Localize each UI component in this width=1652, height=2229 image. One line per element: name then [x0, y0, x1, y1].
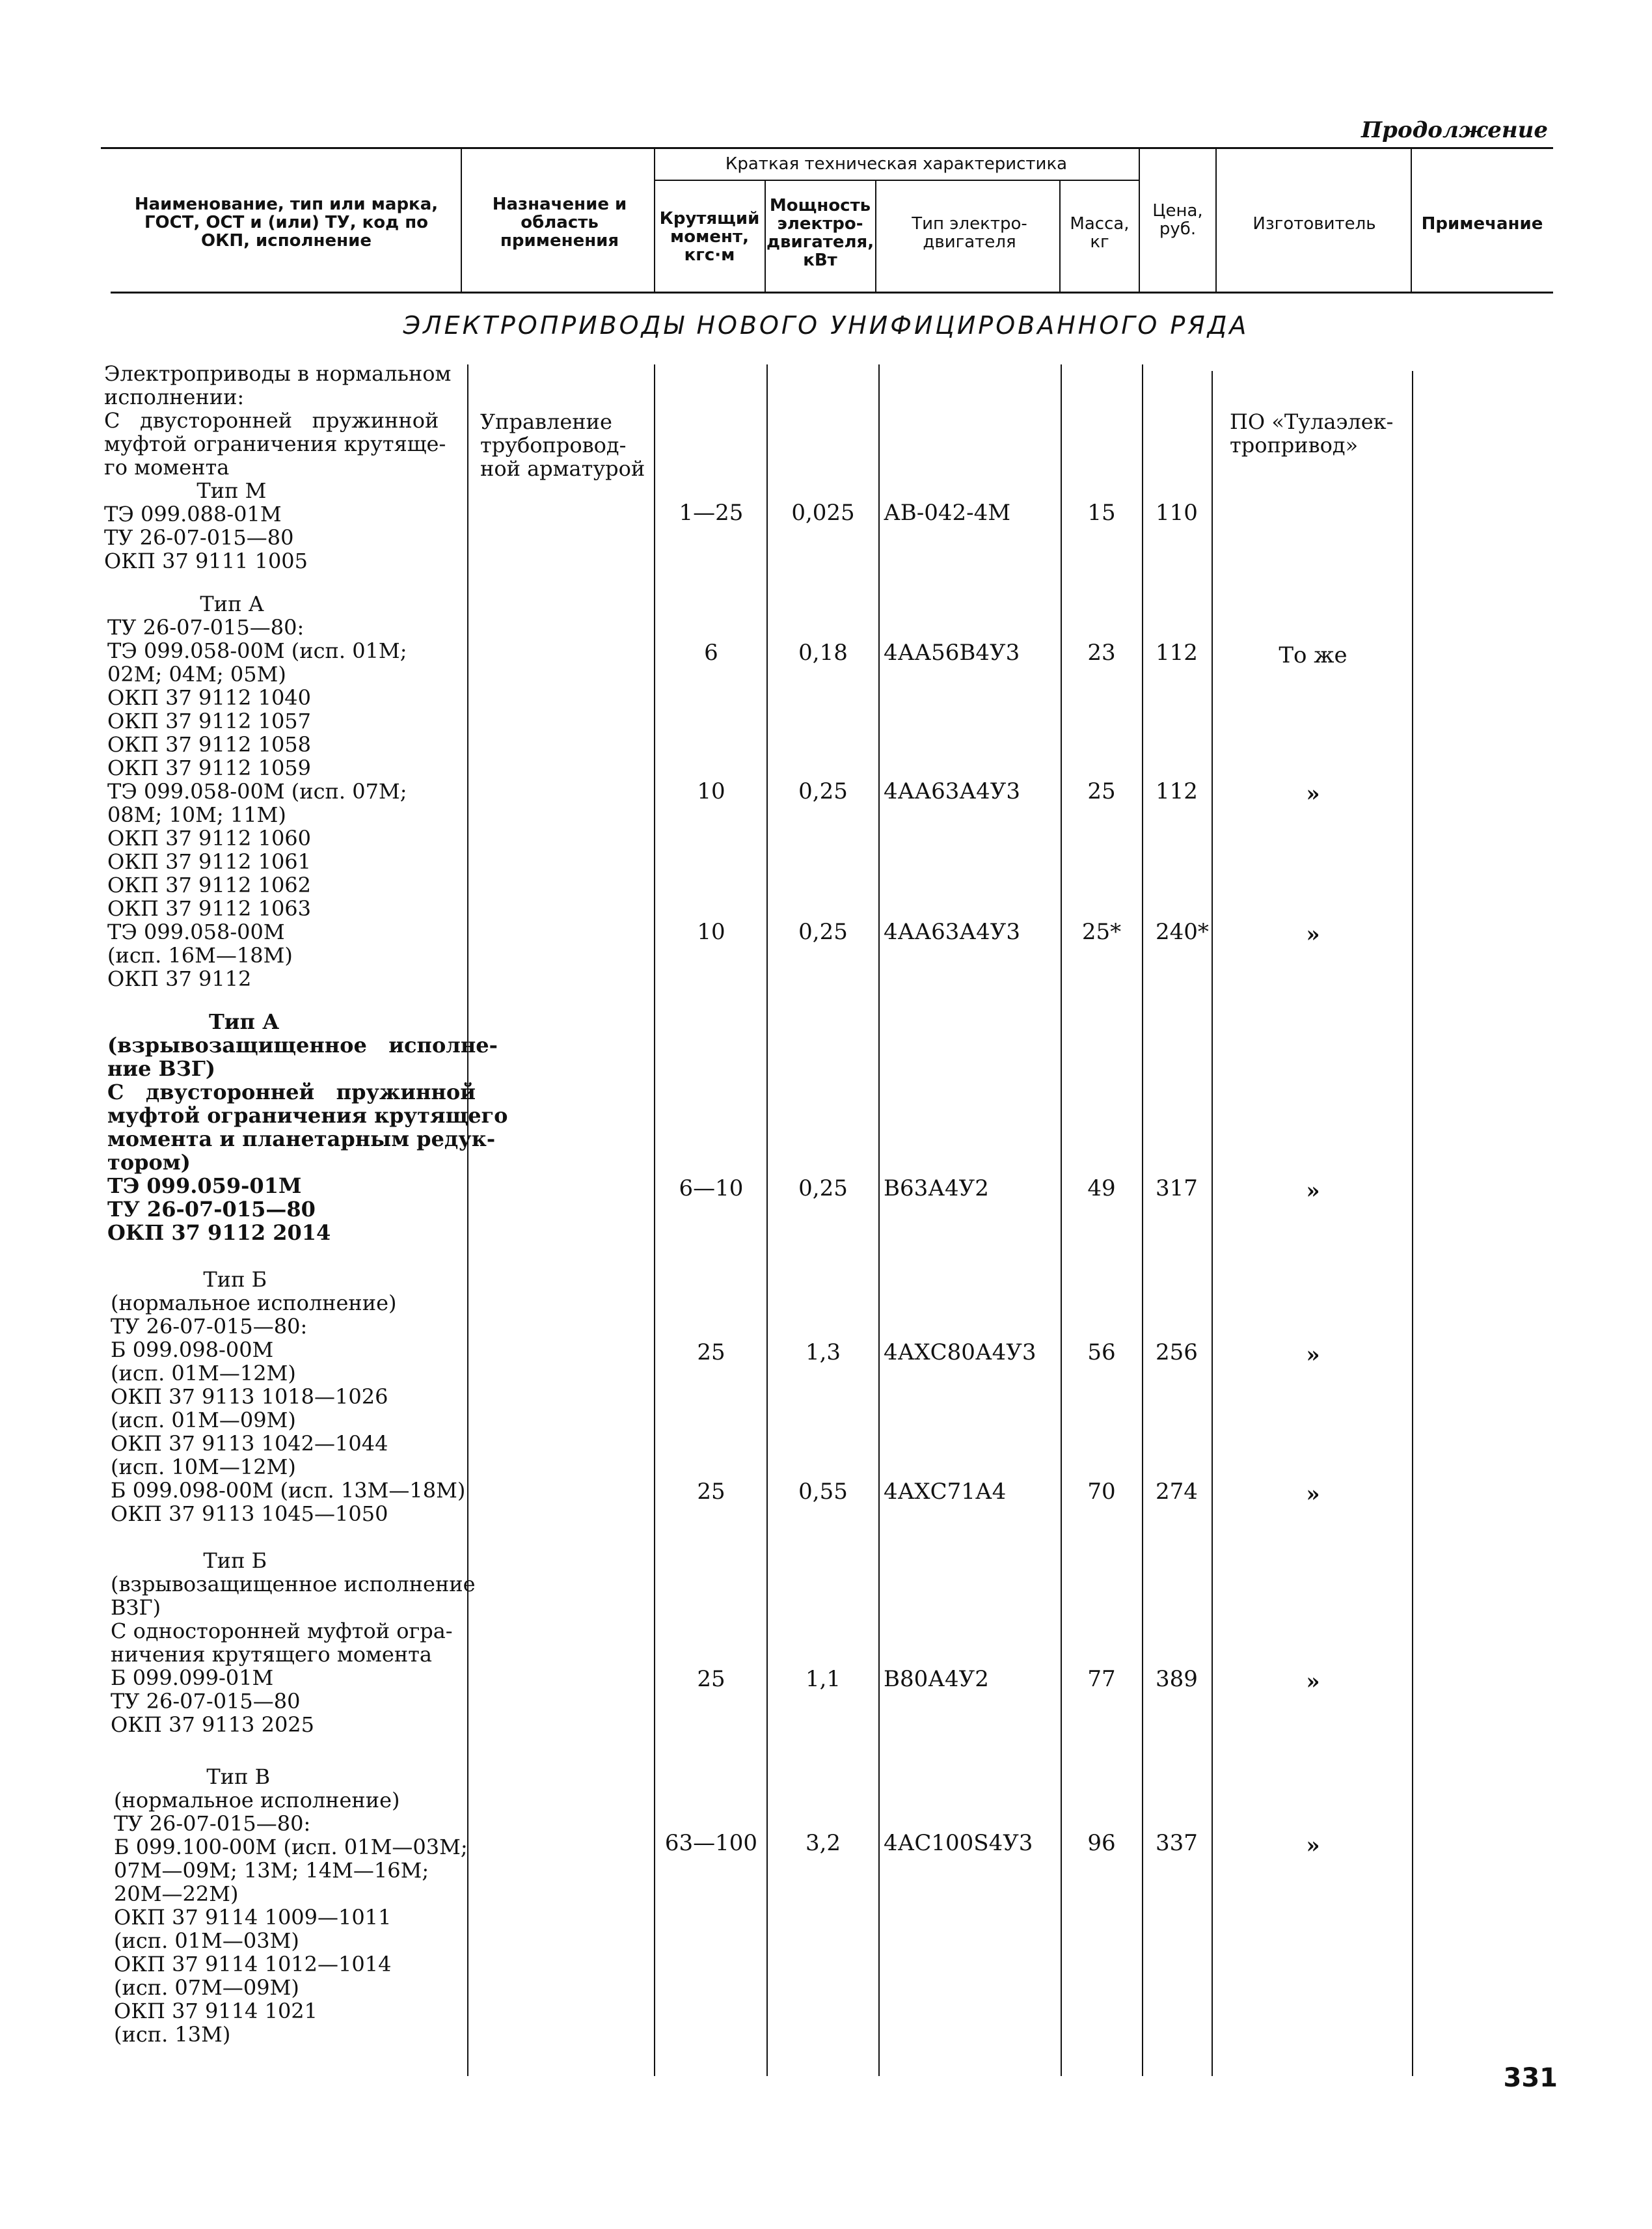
row-7-maker: »: [1306, 1669, 1320, 1695]
header-brief-tech: Краткая техническая характеристика: [725, 154, 1068, 174]
hdr-vline-6: [1139, 148, 1140, 292]
row-8-torque: 63—100: [664, 1830, 758, 1856]
row-1-torque: 6: [704, 640, 718, 666]
header-top-rule: [101, 147, 1553, 149]
row-1-power: 0,18: [798, 640, 848, 666]
row-7-torque: 25: [697, 1666, 725, 1692]
hdr-vline-4: [875, 181, 876, 292]
row-8-price: 337: [1156, 1830, 1198, 1856]
row-4-power: 0,25: [798, 1175, 848, 1201]
row-4-torque: 6—10: [679, 1175, 744, 1201]
row-8-motor: 4АС100S4У3: [884, 1830, 1033, 1856]
continuation-label: Продолжение: [1361, 117, 1548, 143]
body-vline-5: [1061, 364, 1062, 2076]
row-2-torque: 10: [697, 778, 725, 804]
block-type-a-explosion: Тип А (взрывозащищенное исполне- ние ВЗГ) С двусторонней пружинной муфтой ограничения крутящего момента и планетарным редук- тором) ТЭ 099.059-01М ТУ 26-07-015—80 ОКП 37 9112 2014: [107, 1009, 508, 1245]
row-7-price: 389: [1156, 1666, 1198, 1692]
row-2-power: 0,25: [798, 778, 848, 804]
row-3-price: 240*: [1156, 919, 1209, 945]
row-0-torque: 1—25: [679, 500, 744, 526]
row-8-maker: »: [1306, 1833, 1320, 1859]
row-8-power: 3,2: [805, 1830, 841, 1856]
header-mass-col: Масса, кг: [1070, 214, 1130, 252]
row-0-mass: 15: [1087, 500, 1116, 526]
block-type-v-normal: Тип В (нормальное исполнение) ТУ 26-07-015—80: Б 099.100-00М (исп. 01М—03М; 07М—09М; 13М; 14М—16М; 20М—22М) ОКП 37 9114 1009—1011 (исп. 01М—03М) ОКП 37 9114 1012—1014 (исп. 07М—09М) ОКП 37 9114 1021 (исп. 13М): [114, 1764, 468, 2047]
row-2-mass: 25: [1087, 778, 1116, 804]
row-6-torque: 25: [697, 1479, 725, 1505]
row-1-mass: 23: [1087, 640, 1116, 666]
row-6-power: 0,55: [798, 1479, 848, 1505]
row-6-mass: 70: [1087, 1479, 1116, 1505]
row-3-torque: 10: [697, 919, 725, 945]
header-power-col: Мощность электро-двигателя, кВт: [766, 196, 874, 270]
row-2-motor: 4АА63А4У3: [884, 778, 1020, 804]
row-6-price: 274: [1156, 1479, 1198, 1505]
row-2-price: 112: [1156, 778, 1198, 804]
block-type-b-explosion: Тип Б (взрывозащищенное исполнение ВЗГ) С односторонней муфтой огра- ничения крутящего момента Б 099.099-01М ТУ 26-07-015—80 ОКП 37 9113 2025: [111, 1548, 476, 1737]
header-motor-type-col: Тип электро-двигателя: [912, 214, 1027, 252]
hdr-vline-8: [1411, 148, 1412, 292]
hdr-vline-1: [461, 148, 462, 292]
row-0-power: 0,025: [791, 500, 855, 526]
row-5-power: 1,3: [805, 1339, 841, 1365]
row-1-price: 112: [1156, 640, 1198, 666]
body-vline-6: [1142, 364, 1143, 2076]
row-7-mass: 77: [1087, 1666, 1116, 1692]
row-6-motor: 4АХС71А4: [884, 1479, 1007, 1505]
row-4-maker: »: [1306, 1178, 1320, 1204]
hdr-vline-5: [1059, 181, 1061, 292]
row-3-mass: 25*: [1081, 919, 1122, 945]
row-3-maker: »: [1306, 922, 1320, 948]
row-0-price: 110: [1156, 500, 1198, 526]
header-purpose-col: Назначение и область применения: [492, 195, 627, 251]
hdr-vline-7: [1215, 148, 1217, 292]
hdr-vline-2: [654, 148, 655, 292]
row-2-maker: »: [1306, 781, 1320, 807]
header-maker-col: Изготовитель: [1253, 214, 1376, 234]
body-vline-2: [654, 364, 655, 2076]
block-type-m: Электроприводы в нормальном исполнении: С двусторонней пружинной муфтой ограничения крутяще- го момента Тип М ТЭ 099.088-01М ТУ 26-07-015—80 ОКП 37 9111 1005: [104, 361, 452, 573]
body-vline-7: [1212, 371, 1213, 2076]
row-4-price: 317: [1156, 1175, 1198, 1201]
row-4-mass: 49: [1087, 1175, 1116, 1201]
hdr-vline-3: [765, 181, 766, 292]
page-number: 331: [1503, 2063, 1558, 2093]
row-8-mass: 96: [1087, 1830, 1116, 1856]
row-1-maker: То же: [1279, 642, 1347, 668]
header-price-col: Цена, руб.: [1152, 201, 1203, 239]
header-note-col: Примечание: [1421, 214, 1543, 234]
row-5-mass: 56: [1087, 1339, 1116, 1365]
maker-first: ПО «Тулаэлек- тропривод»: [1230, 409, 1394, 458]
row-5-motor: 4АХС80А4У3: [884, 1339, 1036, 1365]
row-5-price: 256: [1156, 1339, 1198, 1365]
block-type-b-normal: Тип Б (нормальное исполнение) ТУ 26-07-015—80: Б 099.098-00М (исп. 01М—12М) ОКП 37 9113 1018—1026 (исп. 01М—09М) ОКП 37 9113 1042—1044 (исп. 10М—12М) Б 099.098-00М (исп. 13М—18М) ОКП 37 9113 1045—1050: [111, 1267, 466, 1526]
header-name-col: Наименование, тип или марка, ГОСТ, ОСТ и (или) ТУ, код по ОКП, исполнение: [134, 195, 439, 251]
row-5-maker: »: [1306, 1342, 1320, 1368]
row-4-motor: В63А4У2: [884, 1175, 989, 1201]
row-0-motor: АВ-042-4М: [884, 500, 1011, 526]
row-3-motor: 4АА63А4У3: [884, 919, 1020, 945]
section-title: ЭЛЕКТРОПРИВОДЫ НОВОГО УНИФИЦИРОВАННОГО РЯДА: [403, 311, 1249, 340]
row-7-power: 1,1: [805, 1666, 841, 1692]
row-3-power: 0,25: [798, 919, 848, 945]
header-bottom-rule: [111, 292, 1553, 294]
body-vline-3: [766, 364, 768, 2076]
brief-tech-rule: [654, 180, 1139, 181]
row-6-maker: »: [1306, 1481, 1320, 1507]
row-7-motor: В80А4У2: [884, 1666, 989, 1692]
row-5-torque: 25: [697, 1339, 725, 1365]
body-vline-8: [1412, 371, 1413, 2076]
block-type-a-normal: Тип А ТУ 26-07-015—80: ТЭ 099.058-00М (исп. 01М; 02М; 04М; 05М) ОКП 37 9112 1040 ОКП 37 9112 1057 ОКП 37 9112 1058 ОКП 37 9112 1059 ТЭ 099.058-00М (исп. 07М; 08М; 10М; 11М) ОКП 37 9112 1060 ОКП 37 9112 1061 ОКП 37 9112 1062 ОКП 37 9112 1063 ТЭ 099.058-00М (исп. 16М—18М) ОКП 37 9112: [107, 592, 407, 991]
purpose-text: Управление трубопровод- ной арматурой: [480, 409, 645, 481]
header-torque-col: Крутящий момент, кгс·м: [659, 209, 760, 265]
body-vline-4: [878, 364, 880, 2076]
row-1-motor: 4АА56В4У3: [884, 640, 1020, 666]
